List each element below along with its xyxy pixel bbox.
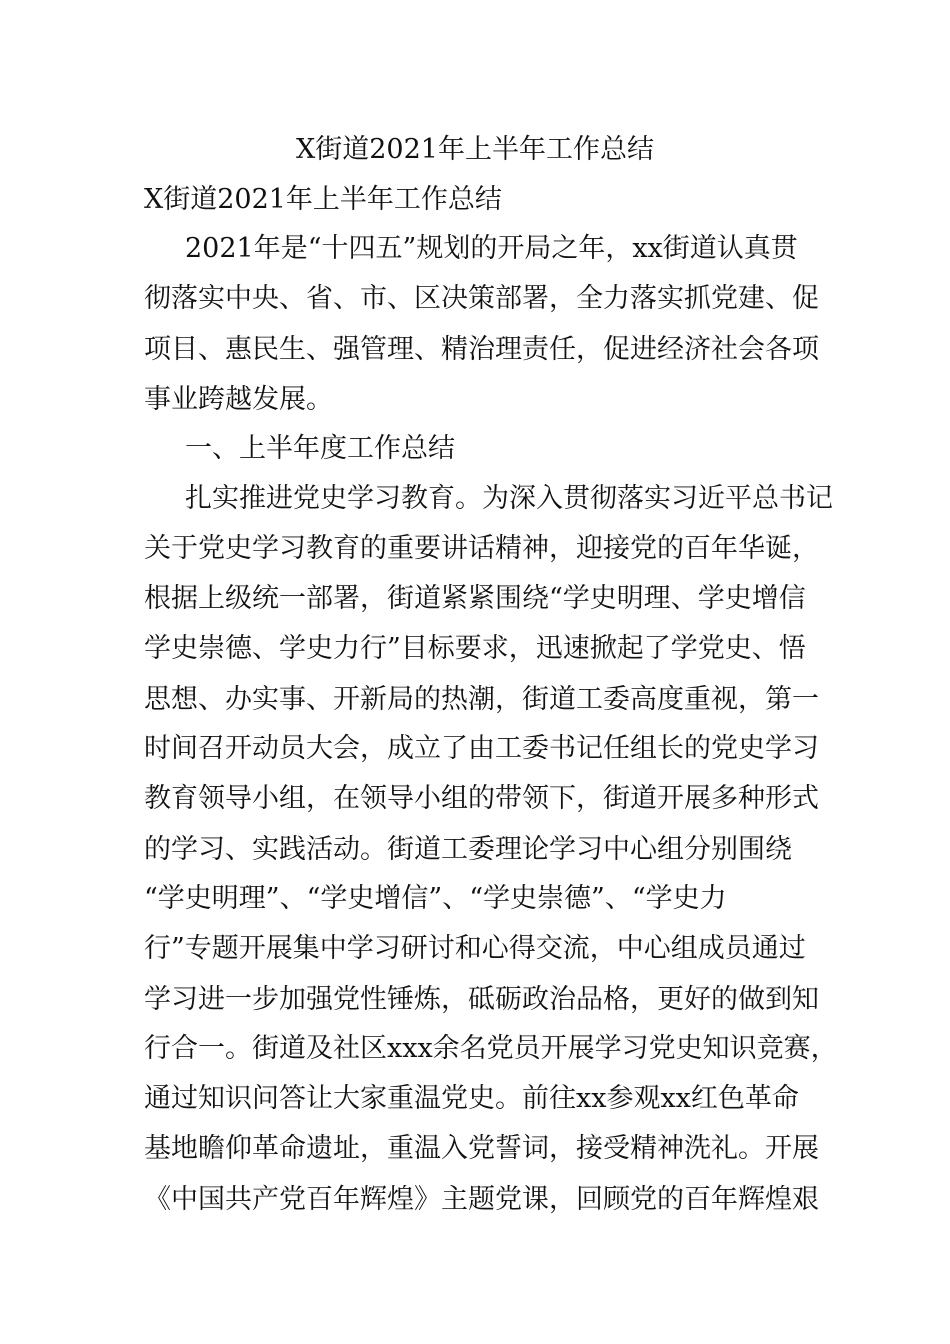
paragraph-line: 基地瞻仰革命遗址，重温入党誓词，接受精神洗礼。开展 (144, 1133, 819, 1164)
paragraph-line: 通过知识问答让大家重温党史。前往xx参观xx红色革命 (144, 1083, 799, 1114)
paragraph-line: 事业跨越发展。 (144, 384, 333, 415)
paragraph-line: 根据上级统一部署，街道紧紧围绕“学史明理、学史增信 (144, 583, 806, 614)
paragraph-line: 学习进一步加强党性锤炼，砥砺政治品格，更好的做到知 (144, 984, 819, 1015)
paragraph-line: 行”专题开展集中学习研讨和心得交流，中心组成员通过 (144, 933, 806, 964)
paragraph-line: 思想、办实事、开新局的热潮，街道工委高度重视，第一 (144, 684, 819, 715)
paragraph-line: “学史明理”、“学史增信”、“学史崇德”、“学史力 (144, 883, 727, 914)
document-title: X街道2021年上半年工作总结 (296, 134, 654, 165)
paragraph-line: 2021年是“十四五”规划的开局之年，xx街道认真贯 (185, 233, 798, 264)
paragraph-line: 项目、惠民生、强管理、精治理责任，促进经济社会各项 (144, 334, 819, 365)
paragraph-line: 行合一。街道及社区xxx余名党员开展学习党史知识竞赛， (144, 1033, 838, 1064)
paragraph-line: 学史崇德、学史力行”目标要求，迅速掀起了学党史、悟 (144, 633, 806, 664)
paragraph-line: 的学习、实践活动。街道工委理论学习中心组分别围绕 (144, 834, 792, 865)
paragraph-line: 时间召开动员大会，成立了由工委书记任组长的党史学习 (144, 733, 819, 764)
paragraph-line: 《中国共产党百年辉煌》主题党课，回顾党的百年辉煌艰 (144, 1184, 819, 1215)
paragraph-line: 扎实推进党史学习教育。为深入贯彻落实习近平总书记 (185, 483, 833, 514)
paragraph-line: 教育领导小组，在领导小组的带领下，街道开展多种形式 (144, 783, 819, 814)
paragraph-line: 关于党史学习教育的重要讲话精神，迎接党的百年华诞， (144, 533, 819, 564)
section-heading: 一、上半年度工作总结 (185, 433, 455, 464)
document-subtitle: X街道2021年上半年工作总结 (144, 184, 502, 215)
paragraph-line: 彻落实中央、省、市、区决策部署，全力落实抓党建、促 (144, 283, 819, 314)
